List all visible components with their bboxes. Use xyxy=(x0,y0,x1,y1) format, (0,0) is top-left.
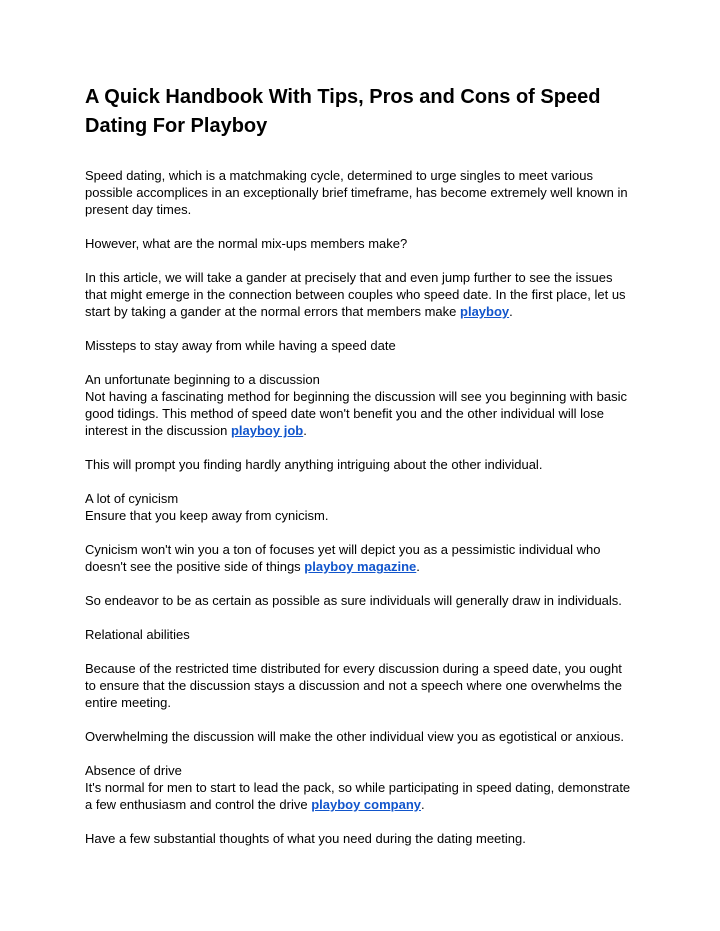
paragraph-question: However, what are the normal mix-ups members make? xyxy=(85,236,408,251)
section-heading-relational-abilities: Relational abilities xyxy=(85,627,190,642)
playboy-job-link[interactable]: playboy job xyxy=(230,423,304,438)
paragraph-prompt: This will prompt you finding hardly anything intriguing about the other individual. xyxy=(85,457,543,472)
paragraph-cynicism xyxy=(85,490,636,524)
playboy-magazine-link[interactable]: playboy magazine xyxy=(304,559,417,574)
paragraph-absence-of-drive xyxy=(85,762,636,813)
paragraph-period: . xyxy=(303,423,307,438)
section-heading-unfortunate-beginning: An unfortunate beginning to a discussion xyxy=(85,372,320,387)
paragraph-period: . xyxy=(416,559,420,574)
paragraph-endeavor: So endeavor to be as certain as possible as sure individuals will generally draw in individuals. xyxy=(85,593,622,608)
paragraph-unfortunate-beginning xyxy=(85,371,636,439)
paragraph-intro: Speed dating, which is a matchmaking cycle, determined to urge singles to meet various possible accomplices in an exceptionally brief timeframe, has become extremely well known in present day times. xyxy=(85,168,628,217)
paragraph-text: Ensure that you keep away from cynicism. xyxy=(85,508,329,523)
playboy-company-link[interactable]: playboy company xyxy=(311,797,421,812)
paragraph-text: In this article, we will take a gander at precisely that and even jump further to see the issues that might emerge in the connection between couples who speed date. In the first place, let us start by taking a gander at the normal errors that members make xyxy=(85,270,626,319)
section-heading-cynicism: A lot of cynicism xyxy=(85,491,179,506)
paragraph-text: Cynicism won't win you a ton of focuses yet will depict you as a pessimistic individual who doesn't see the positive side of things xyxy=(85,542,601,574)
paragraph-period: . xyxy=(421,797,425,812)
paragraph-cynicism-detail xyxy=(85,541,636,575)
paragraph-text: It's normal for men to start to lead the pack, so while participating in speed dating, demonstrate a few enthusiasm and control the drive xyxy=(85,780,631,812)
paragraph-text: Not having a fascinating method for beginning the discussion will see you beginning with basic good tidings. This method of speed date won't benefit you and the other individual will lose interest in the discussion xyxy=(85,389,627,438)
paragraph-restricted-time: Because of the restricted time distributed for every discussion during a speed date, you ought to ensure that the discussion stays a discussion and not a speech where one overwhelms the entire meeting. xyxy=(85,661,622,710)
section-heading-absence-of-drive: Absence of drive xyxy=(85,763,182,778)
paragraph-article-intro xyxy=(85,269,636,320)
document-title: A Quick Handbook With Tips, Pros and Cons of Speed Dating For Playboy xyxy=(85,86,601,137)
playboy-link[interactable]: playboy xyxy=(460,304,510,319)
paragraph-substantial-thoughts: Have a few substantial thoughts of what you need during the dating meeting. xyxy=(85,831,526,846)
paragraph-missteps-heading: Missteps to stay away from while having a speed date xyxy=(85,338,396,353)
paragraph-period: . xyxy=(509,304,513,319)
paragraph-overwhelming: Overwhelming the discussion will make the other individual view you as egotistical or anxious. xyxy=(85,729,625,744)
